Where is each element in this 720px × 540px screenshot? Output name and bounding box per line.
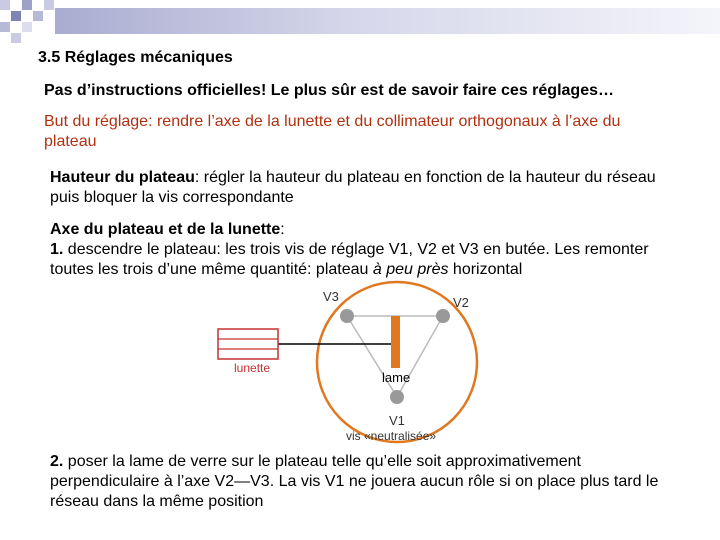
lame-label: lame	[382, 370, 411, 385]
goal-text: But du réglage: rendre l’axe de la lunette et du collimateur orthogonaux à l’axe du plateau	[44, 113, 621, 150]
step1-number: 1.	[50, 241, 64, 258]
neutralized-screw-label: vis «neutralisée»	[346, 429, 437, 443]
step1-end: horizontal	[448, 261, 523, 278]
screw-v2-icon	[436, 309, 450, 323]
lunette-label: lunette	[234, 361, 271, 375]
warning-text: Pas d’instructions officielles! Le plus sûr est de savoir faire ces réglages…	[44, 82, 614, 99]
step1-text: descendre le plateau: les trois vis de réglage V1, V2 et V3 en butée. Les remonter toutes les trois d’une même quantité: plateau	[50, 241, 649, 278]
axis-heading-colon: :	[280, 221, 285, 238]
screw-v1-icon	[390, 390, 404, 404]
lunette-body	[218, 329, 278, 359]
slide-title: 3.5 Réglages mécaniques	[38, 49, 233, 66]
screw-v3-icon	[340, 309, 354, 323]
v2-label: V2	[453, 295, 469, 310]
v1-label: V1	[389, 413, 405, 428]
glass-plate-lame	[391, 316, 400, 368]
plateau-height-heading: Hauteur du plateau	[50, 169, 195, 186]
step2-paragraph	[50, 452, 670, 512]
axis-heading: Axe du plateau et de la lunette	[50, 221, 281, 238]
step2-text: poser la lame de verre sur le plateau telle qu’elle soit approximativement perpendiculaire à l’axe V2—V3. La vis V1 ne jouera aucun rôle si on place plus tard le réseau dans la même position	[50, 453, 659, 510]
step2-number: 2.	[50, 453, 64, 470]
step1-italic: à peu près	[372, 261, 449, 278]
v3-label: V3	[323, 289, 339, 304]
plateau-height-text: : régler la hauteur du plateau en fonction de la hauteur du réseau puis bloquer la vis correspondante	[50, 169, 656, 206]
